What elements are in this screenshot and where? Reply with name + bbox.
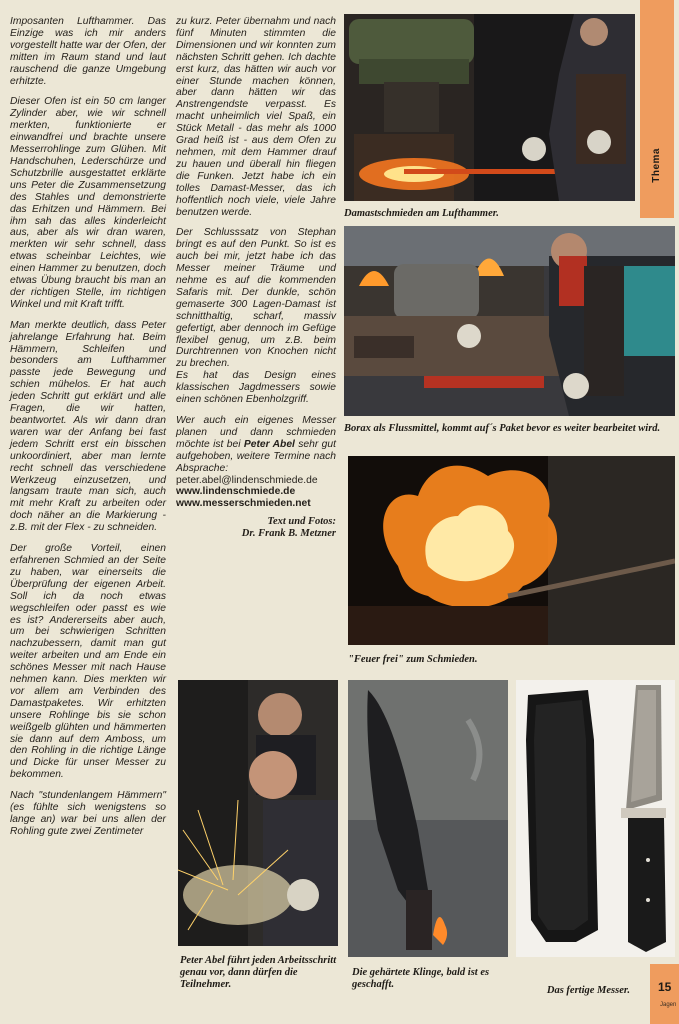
photo-fire [348,456,675,645]
paragraph: Der große Vorteil, einen erfahrenen Schmied an der Seite zu haben, war einerseits die Überprüfung der eigenen Arbeit. Soll ich da noch etwas wegschleifen oder passt es wie es ist? Andererseits aber auch, um bei schwierigen Schritten nachzubessern, damit man gut weiter arbeiten und am Ende ein schönes Messer mit nach Hause nehmen kann. Dies merkten wir vor allem am Verbinden des Damastpaketes. Wir erhitzten unsere Rohlinge bis sie schon weißgelb glühten und hämmerten sie dann auf dem Amboss, um den Rohling in die richtige Länge und Dicke für unser Messer zu bekommen. [10,543,166,781]
caption-photo-6: Das fertige Messer. [546,985,630,996]
contact-name: Peter Abel [243,438,295,450]
photo-credit [176,516,336,540]
contact-email[interactable]: peter.abel@lindenschmiede.de [176,474,318,486]
section-tab [640,0,674,218]
paragraph: Imposanten Lufthammer. Das Einzige was ich mir anders vorgestellt hatte war der Ofen, der mitten im Raum stand und laut rauschend die ganze Umgebung erhitzte. [10,16,166,87]
text-column-1 [10,16,166,847]
paragraph: Nach "stundenlangem Hämmern" (es fühlte sich wenigstens so lange an) war bei uns allen der Rohling gute zwei Zentimeter [10,790,166,837]
page-number: 15 [658,980,672,994]
contact-paragraph [176,415,336,475]
caption-photo-4: Peter Abel führt jeden Arbeitsschritt genau vor, dann dürfen die Teilnehmer. [180,955,337,990]
caption-photo-1: Damastschmieden am Lufthammer. [344,208,499,219]
paragraph: Dieser Ofen ist ein 50 cm langer Zylinder aber, wie wir schnell merkten, funktionierte er einwandfrei und brachte unsere Messerrohlinge zum Glühen. Mit Handschuhen, Lederschürze und Schutzbrille ausgestattet erklärte uns Peter die Zusammensetzung des Stahles und demonstrierte das Erhitzen und Hämmern. Bei ihm sah das alles kinderleicht aus, aber als wir dran waren, merkten wir sehr schnell, dass etwas scheinbar Leichtes, wie einen Hammer zu benutzen, doch etwas Übung braucht bis man an der richtigen Stelle, im richtigen Winkel und mit Kraft trifft. [10,96,166,310]
website-link-2[interactable]: www.messerschmieden.net [176,498,311,510]
contact-rest: sehr gut aufgehoben, weitere Termine nach Absprache: [176,438,336,474]
photo-demonstration [178,680,338,946]
caption-photo-3: "Feuer frei" zum Schmieden. [348,654,478,665]
caption-photo-5: Die gehärtete Klinge, bald ist es geschafft. [352,967,490,990]
page-number-tab [650,964,679,1024]
credit-label: Text und Fotos: [267,516,336,528]
photo-borax [344,226,675,416]
paragraph: Man merkte deutlich, dass Peter jahrelange Erfahrung hat. Beim Hämmern, Schleifen und besonders am Lufthammer passte jede Bewegung und schien mühelos. Er hat auch jeden Schritt gut erklärt und alle Fragen, die wir hatten, beantwortet. Als wir dann dran waren war der Anfang bei fast jedem Schritt erst ein bisschen unkoordiniert, aber man lernte recht schnell das verschiedene Werkzeug einzusetzen, und langsam traute man sich, auch mit mehr Kraft zu arbeiten oder doch näher an die Markierung - z.B. mit der Flex - zu schneiden. [10,319,166,534]
photo-air-hammer [344,14,635,201]
section-tab-label: Thema [651,148,662,183]
credit-author: Dr. Frank B. Metzner [241,528,336,540]
footer-small-label: Jagen [660,1002,677,1008]
caption-photo-2: Borax als Flussmittel, kommt auf´s Paket bevor es weiter bearbeitet wird. [344,423,661,434]
text-column-2 [176,16,336,540]
paragraph: Es hat das Design eines klassischen Jagdmessers sowie einen schönen Ebenholzgriff. [176,370,336,406]
paragraph: zu kurz. Peter übernahm und nach fünf Minuten stimmten die Dimensionen und wir konnten zum nächsten Schritt gehen. Ich dachte erst kurz, das hätten wir auch vor einer Stunde machen können, aber dann hätten wir das Anstrengendste verpasst. Es macht unheimlich viel Spaß, ein Stück Metall - das mehr als 1000 Grad heiß ist - aus dem Ofen zu nehmen, mit dem Hammer drauf zu hauen und überall hin fliegen die Funken. Jetzt habe ich ein tolles Damast-Messer, das ich hoffentlich noch viele, viele Jahre benutzen werde. [176,16,336,218]
photo-finished-knife [516,680,675,957]
contact-intro: Wer auch ein eigenes Messer planen und dann schmieden möchte ist bei [176,415,336,450]
photo-hardened-blade [348,680,508,957]
paragraph: Der Schlusssatz von Stephan bringt es auf den Punkt. So ist es auch bei mir, jetzt habe ich das Messer meiner Träume und nehme es auf die kommenden Safaris mit. Der dunkle, schön gemaserte 300 Lagen-Damast ist schnitthaltig, scharf, massiv gefertigt, aber dennoch im Gefüge flexibel genug, um z.B. beim Durchtrennen von Knochen nicht zu brechen. [176,227,336,370]
website-link-1[interactable]: www.lindenschmiede.de [176,486,296,498]
